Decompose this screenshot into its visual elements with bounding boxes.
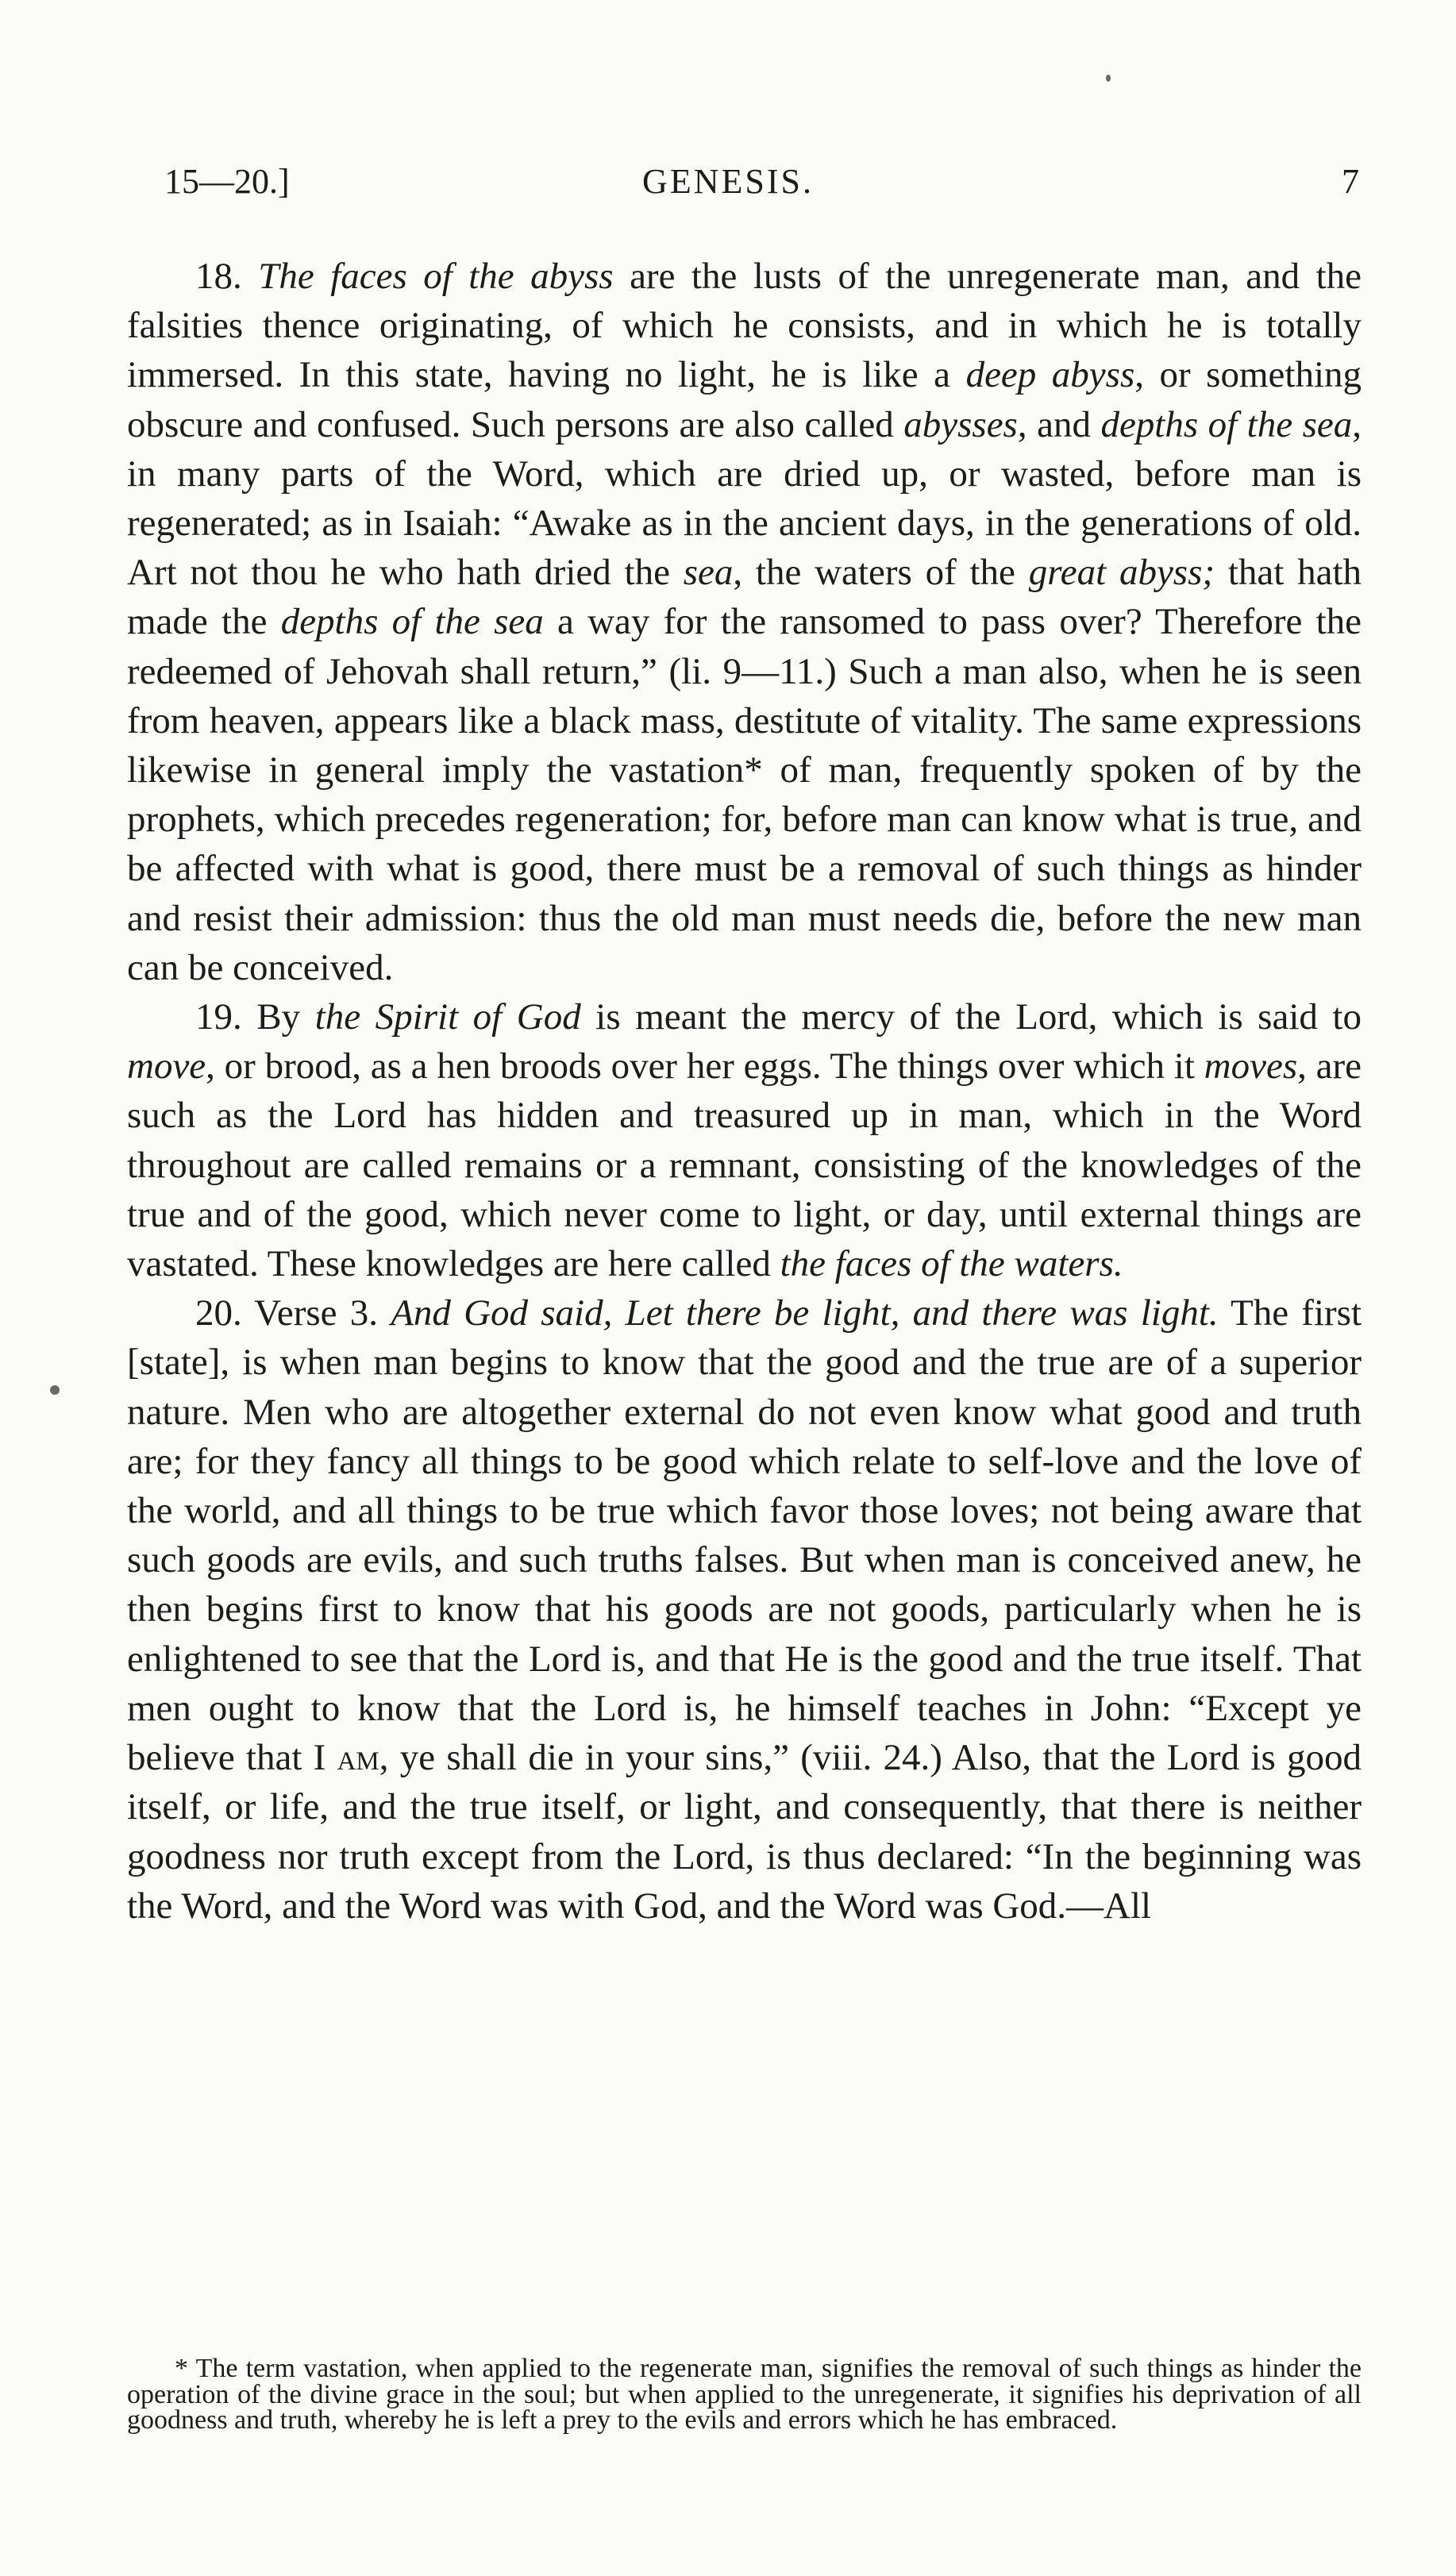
- section-range: 15—20.]: [164, 162, 290, 201]
- running-header: [0, 161, 1456, 209]
- italic-run: the Spirit of God: [314, 996, 581, 1038]
- text-run: , the waters of the: [733, 552, 1029, 594]
- text-run: , ye shall die in your sins,” (viii. 24.) Also, that the Lord is good itself, or life, and the true itself, or light, and consequently, that there is neither goodness nor truth except from the Lord, is thus declared: “In the beginning was the Word, and the Word was with God, and the Word was God.—All: [127, 1737, 1362, 1927]
- italic-run: sea: [683, 552, 734, 594]
- paragraph-19: [127, 992, 1362, 1288]
- italic-run: depths of the sea: [1100, 403, 1353, 445]
- text-run: that hath made the: [127, 552, 1362, 643]
- text-run: The first [state], is when man begins to know that the good and the true are of a superior nature. Men who are altogether external do not even know what good and truth are; for they fancy all things to be good which relate to self-love and the love of the world, and all things to be true which favor those loves; not being aware that such goods are evils, and such truths falses. But when man is conceived anew, he then begins first to know that his goods are not goods, particularly when he is enlightened to see that the Lord is, and that He is the good and the true itself. That men ought to know that the Lord is, he himself teaches in John: “Except ye believe that: [127, 1292, 1362, 1779]
- small-caps-run: I am: [313, 1737, 379, 1779]
- paragraph-number: 18.: [195, 256, 242, 297]
- text-run: , or brood, as a hen broods over her eggs. The things over which it: [206, 1045, 1204, 1088]
- text-run: , or something obscure and confused. Such persons are also called: [127, 354, 1362, 445]
- text-run: is meant the mercy of the Lord, which is said to: [580, 996, 1362, 1038]
- ink-speck: [50, 1385, 60, 1395]
- footnote: [127, 2356, 1362, 2434]
- text-run: By: [241, 996, 315, 1038]
- italic-run: deep abyss: [965, 354, 1135, 396]
- page-number: 7: [1342, 162, 1359, 201]
- paragraph-18: [127, 252, 1362, 992]
- italic-run: the faces of the waters.: [780, 1243, 1123, 1285]
- body-text: [127, 252, 1362, 1931]
- text-run: , in many parts of the Word, which are dried up, or wasted, before man is regenerated; as in Isaiah: “Awake as in the ancient days, in the generations of old. Art not thou he who hath dried the: [127, 403, 1362, 594]
- italic-run: great abyss;: [1028, 552, 1215, 594]
- italic-run: abysses: [903, 403, 1018, 445]
- ink-speck: [1106, 75, 1111, 82]
- paragraph-number: 20.: [195, 1292, 242, 1334]
- book-title: GENESIS.: [642, 162, 814, 201]
- italic-run: And God said, Let there be light, and there was light.: [391, 1292, 1219, 1334]
- text-run: are the lusts of the unregenerate man, and the falsities thence originating, of which he consists, and in which he is totally immersed. In this state, having no light, he is like a: [127, 256, 1362, 396]
- footnote-text: * The term vastation, when applied to the regenerate man, signifies the removal of such things as hinder the operation of the divine grace in the soul; but when applied to the unregenerate, it signifies his deprivation of all goodness and truth, whereby he is left a prey to the evils and errors which he has embraced.: [127, 2354, 1362, 2435]
- text-run: a way for the ransomed to pass over? Therefore the redeemed of Jehovah shall return,” (li. 9—11.) Such a man also, when he is seen from heaven, appears like a black mass, destitute of vitality. The same expressions likewise in general imply the vastation* of man, frequently spoken of by the prophets, which precedes regeneration; for, before man can know what is true, and be affected with what is good, there must be a removal of such things as hinder and resist their admission: thus the old man must needs die, before the new man can be conceived.: [127, 601, 1362, 988]
- text-run: , are such as the Lord has hidden and treasured up in man, which in the Word throughout are called remains or a remnant, consisting of the knowledges of the true and of the good, which never come to light, or day, until external things are vastated. These knowledges are here called: [127, 1045, 1362, 1285]
- paragraph-20: [127, 1288, 1362, 1931]
- italic-run: depths of the sea: [280, 601, 544, 643]
- italic-run: The faces of the abyss: [258, 256, 614, 297]
- italic-run: move: [127, 1045, 206, 1088]
- italic-run: moves: [1204, 1045, 1298, 1088]
- text-run: Verse 3.: [241, 1292, 391, 1334]
- text-run: , and: [1017, 403, 1101, 445]
- text-run: [242, 256, 258, 297]
- paragraph-number: 19.: [195, 996, 242, 1038]
